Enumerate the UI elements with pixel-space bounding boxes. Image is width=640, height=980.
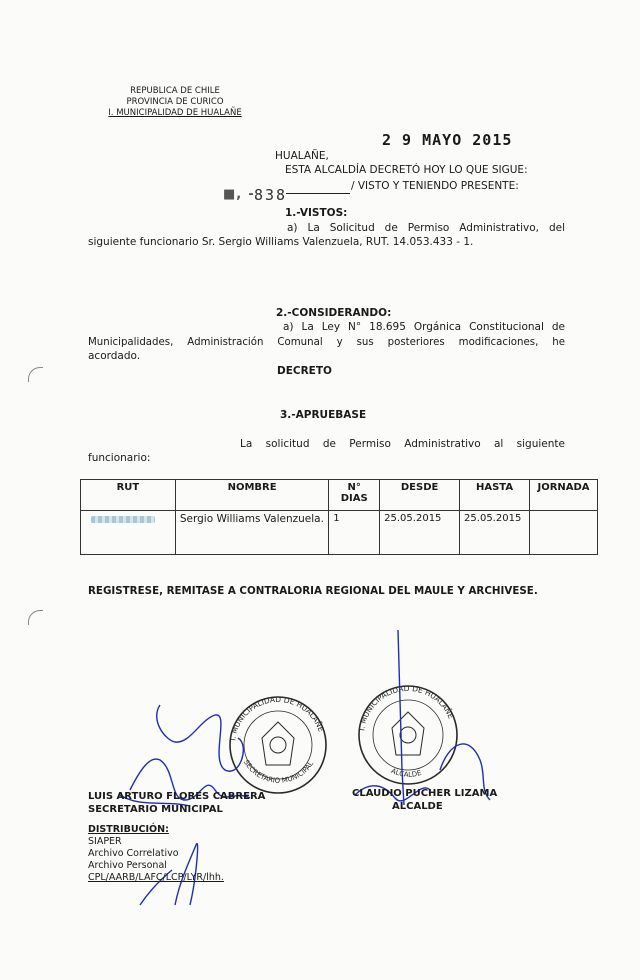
secretario-name: LUIS ARTURO FLORES CABRERA — [88, 791, 266, 802]
right-seal-bottom-text: ALCALDE — [389, 766, 423, 779]
place-text: HUALAÑE, — [275, 150, 329, 162]
left-seal-bottom-text: SECRETARIO MUNICIPAL — [241, 758, 316, 785]
vistos-heading: 1.-VISTOS: — [285, 207, 348, 219]
vistos-line-1: a) La Solicitud de Permiso Administrativo, del — [287, 222, 565, 234]
header-nombre: NOMBRE — [175, 480, 328, 511]
alcalde-title: ALCALDE — [392, 801, 443, 812]
header-jornada: JORNADA — [530, 480, 598, 511]
visto-line: / VISTO Y TENIENDO PRESENTE: — [351, 180, 519, 192]
decree-number-stamp: 838 — [254, 186, 288, 204]
cell-hasta: 25.05.2015 — [460, 511, 530, 555]
considerando-line-3: acordado. — [88, 350, 141, 362]
right-seal-top-text: I. MUNICIPALIDAD DE HUALAÑE — [357, 683, 456, 732]
letterhead-province: PROVINCIA DE CURICO — [126, 97, 224, 107]
decreto-heading: DECRETO — [277, 365, 332, 377]
alcalde-signature — [355, 630, 490, 805]
distribution-item: CPL/AARB/LAFC/LCP/LYR/lhh. — [88, 872, 224, 883]
apruebase-line-2: funcionario: — [88, 452, 151, 464]
secretario-signature — [130, 705, 250, 800]
header-hasta: HASTA — [460, 480, 530, 511]
considerando-heading: 2.-CONSIDERANDO: — [276, 307, 392, 319]
header-rut: RUT — [81, 480, 176, 511]
alcalde-name: CLAUDIO PUCHER LIZAMA — [352, 788, 498, 799]
considerando-line-1: a) La Ley N° 18.695 Orgánica Constitucional de — [283, 321, 565, 333]
letterhead-municipality: I. MUNICIPALIDAD DE HUALAÑE — [108, 108, 242, 118]
distribution-item: Archivo Correlativo — [88, 848, 179, 859]
mark-glyph: ■, ⁃ — [223, 187, 256, 202]
header-dias: N° DIAS — [329, 480, 380, 511]
vistos-line-2: siguiente funcionario Sr. Sergio Williams Valenzuela, RUT. 14.053.433 - 1. — [88, 236, 474, 248]
cell-nombre: Sergio Williams Valenzuela. — [175, 511, 328, 555]
decree-line: ESTA ALCALDÍA DECRETÓ HOY LO QUE SIGUE: — [285, 164, 528, 176]
considerando-line-2: Municipalidades, Administración Comunal y sus posteriores modificaciones, he — [88, 337, 565, 348]
date-stamp: 2 9 MAYO 2015 — [382, 131, 513, 149]
apruebase-line-1: La solicitud de Permiso Administrativo al siguiente — [240, 438, 565, 450]
header-desde: DESDE — [380, 480, 460, 511]
distribution-item: SIAPER — [88, 836, 122, 847]
letterhead-country: REPUBLICA DE CHILE — [130, 86, 220, 96]
apruebase-heading: 3.-APRUEBASE — [280, 409, 367, 421]
distribution-block — [88, 824, 224, 884]
distribution-heading: DISTRIBUCIÓN: — [88, 824, 169, 835]
distribution-item: Archivo Personal — [88, 860, 167, 871]
secretario-title: SECRETARIO MUNICIPAL — [88, 804, 223, 815]
closing-text: REGISTRESE, REMITASE A CONTRALORIA REGIONAL DEL MAULE Y ARCHIVESE. — [88, 585, 538, 597]
left-seal-top-text: I. MUNICIPALIDAD DE HUALAÑE — [228, 694, 326, 742]
cell-desde: 25.05.2015 — [380, 511, 460, 555]
cell-dias: 1 — [329, 511, 380, 555]
